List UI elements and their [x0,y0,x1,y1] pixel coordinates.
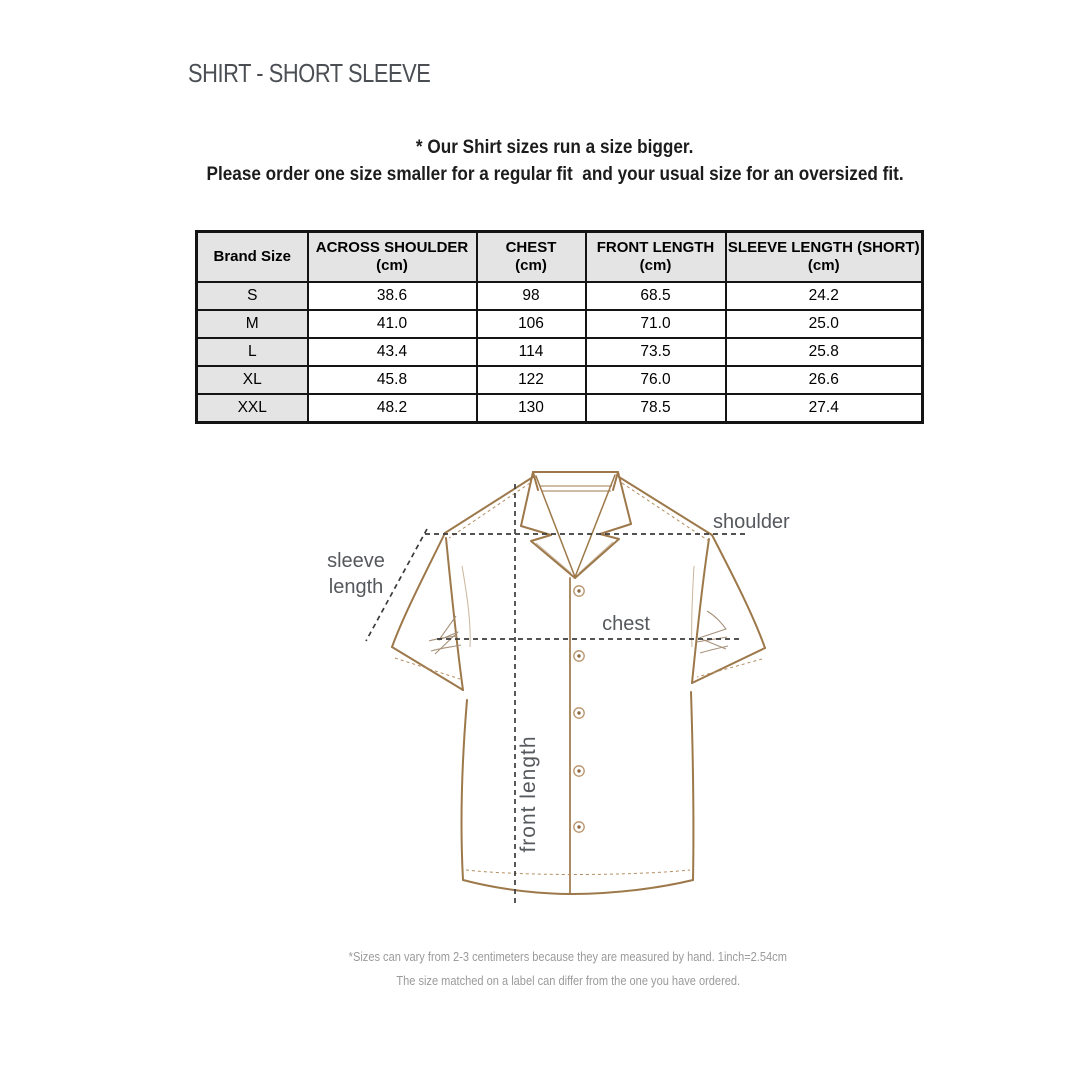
right-shoulder-seam [619,477,712,535]
cell-sleeve-length: 26.6 [726,366,923,394]
cell-front-length: 76.0 [586,366,726,394]
cell-size: L [197,338,308,366]
right-collar-fold [575,475,615,577]
fabric-fold-marks [429,611,728,654]
cell-sleeve-length: 27.4 [726,394,923,423]
cell-front-length: 78.5 [586,394,726,423]
sleeve-length-label-line1: sleeve [327,550,385,572]
left-sleeve-outer [392,533,445,647]
col-header-chest: CHEST (cm) [477,232,586,283]
table-header-row [197,232,923,283]
hem [463,880,693,894]
button-icon [574,651,584,661]
col-header-sleeve-length: SLEEVE LENGTH (SHORT) (cm) [726,232,923,283]
table-row-l [197,338,923,366]
cell-chest: 122 [477,366,586,394]
cell-across-shoulder: 43.4 [308,338,477,366]
cell-size: M [197,310,308,338]
footnote [0,945,1080,993]
table-row-s [197,282,923,310]
cell-chest: 98 [477,282,586,310]
button-icon [574,586,584,596]
col-header-across-shoulder: ACROSS SHOULDER (cm) [308,232,477,283]
right-collar-bottom [600,524,631,534]
left-body-seam [462,700,467,880]
cell-size: XL [197,366,308,394]
right-sleeve-cuff [692,648,765,683]
size-table-container [195,230,924,424]
size-table [195,230,924,424]
notice-line-1: * Our Shirt sizes run a size bigger. [416,136,694,158]
cell-front-length: 68.5 [586,282,726,310]
footnote-line-1: *Sizes can vary from 2-3 centimeters because they are measured by hand. 1inch=2.54cm [348,949,788,964]
button-icon [574,708,584,718]
cell-across-shoulder: 38.6 [308,282,477,310]
footnote-line-2: The size matched on a label can differ from the one you have ordered. [396,973,740,988]
shoulder-label: shoulder [713,511,790,533]
page-title [188,58,477,89]
shirt-stitching [395,483,762,875]
cell-across-shoulder: 45.8 [308,366,477,394]
buttons [574,586,584,832]
right-body-seam [691,692,693,880]
cell-size: S [197,282,308,310]
cell-chest: 130 [477,394,586,423]
cell-sleeve-length: 25.0 [726,310,923,338]
chest-label: chest [602,613,650,635]
col-header-front-length: FRONT LENGTH (cm) [586,232,726,283]
button-icon [574,766,584,776]
left-shoulder-seam [445,477,533,533]
cell-front-length: 71.0 [586,310,726,338]
cell-across-shoulder: 41.0 [308,310,477,338]
page-title-text: SHIRT - SHORT SLEEVE [188,58,431,88]
table-row-m [197,310,923,338]
col-header-brand-size: Brand Size [197,232,308,283]
left-lapel [531,535,575,578]
table-row-xxl [197,394,923,423]
collar-band-detail [540,486,612,491]
cell-across-shoulder: 48.2 [308,394,477,423]
front-length-label: front length [517,735,540,853]
sizing-notice [0,134,1080,188]
cell-chest: 114 [477,338,586,366]
sleeve-length-label-line2: length [328,576,384,598]
cell-front-length: 73.5 [586,338,726,366]
cell-sleeve-length: 25.8 [726,338,923,366]
cell-size: XXL [197,394,308,423]
left-sleeve-cuff [392,647,463,690]
table-row-xl [197,366,923,394]
right-sleeve-inner [692,539,709,683]
left-sleeve-inner [446,538,463,690]
button-icon [574,822,584,832]
cell-sleeve-length: 24.2 [726,282,923,310]
cell-chest: 106 [477,310,586,338]
shirt-measurement-diagram [280,430,840,950]
notice-line-2: Please order one size smaller for a regular fit and your usual size for an oversized fit. [206,163,904,185]
